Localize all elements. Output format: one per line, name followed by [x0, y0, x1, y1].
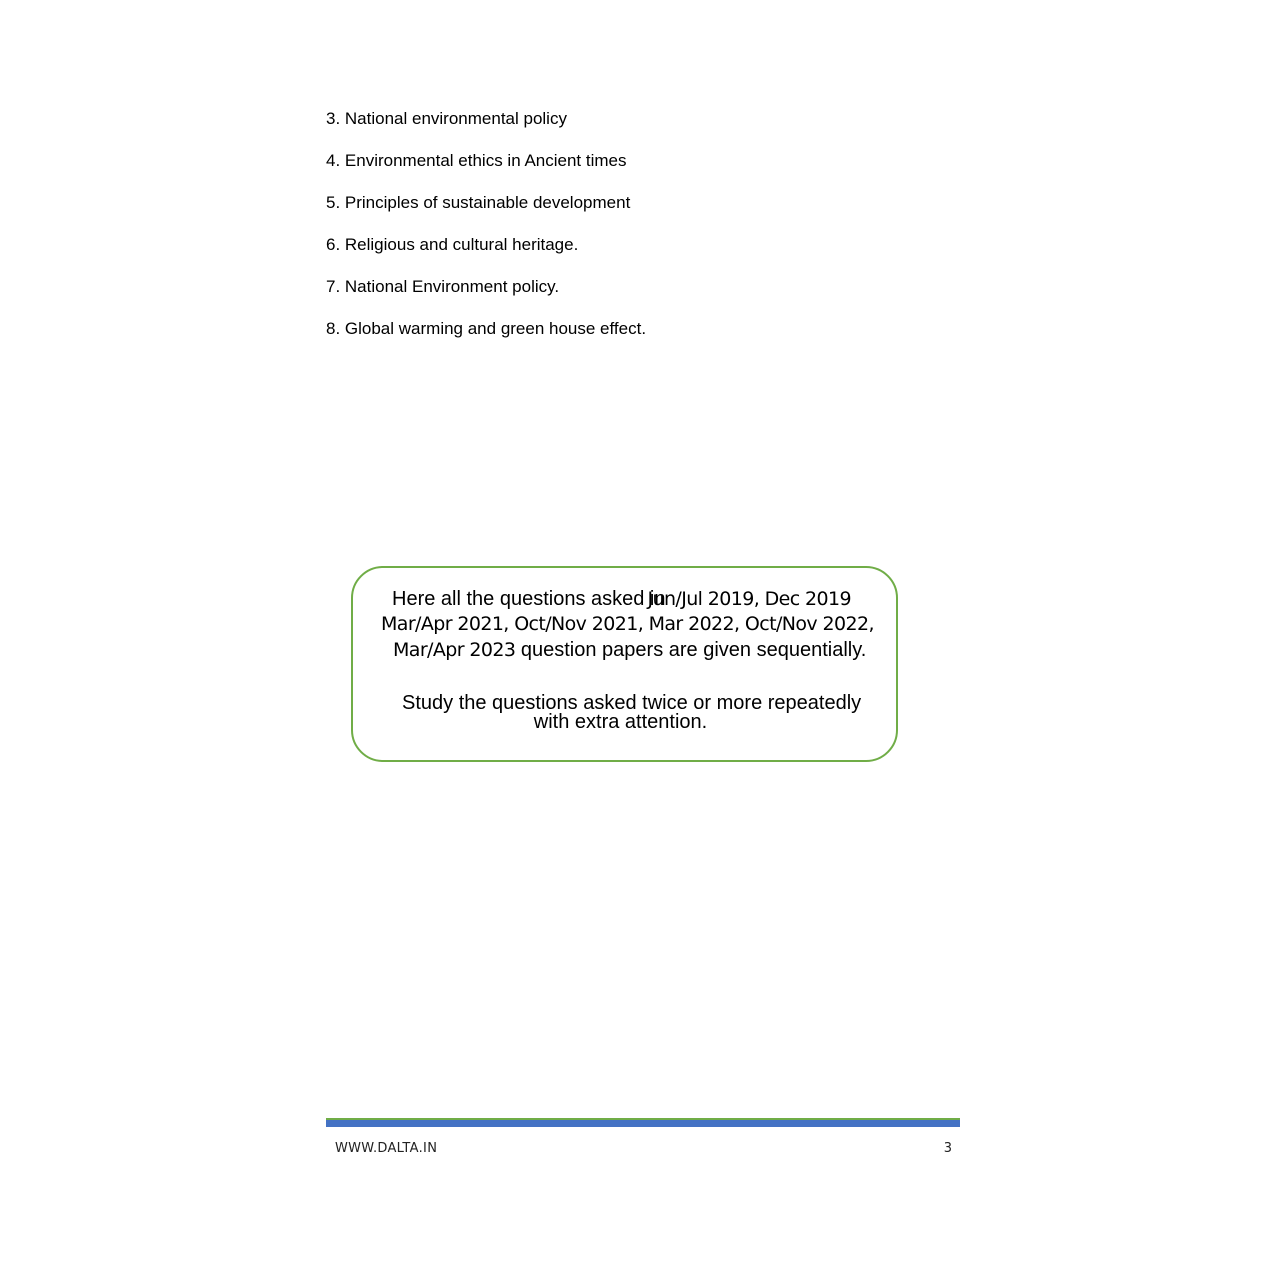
note-study-text: Study the questions asked twice or more repeatedly	[402, 692, 862, 714]
topic-item-3: 3. National environmental policy	[326, 109, 567, 128]
topic-item-7: 7. National Environment policy.	[326, 277, 560, 296]
topic-list	[326, 108, 646, 360]
question-papers-note-box	[351, 566, 898, 762]
topic-item-6: 6. Religious and cultural heritage.	[326, 235, 579, 254]
topic-item-5: 5. Principles of sustainable development	[326, 193, 631, 212]
note-line-5	[353, 710, 896, 734]
note-sequential-text: question papers are given sequentially.	[520, 639, 867, 661]
note-dates-2: Mar/Apr 2021, Oct/Nov 2021, Mar 2022, Oct/Nov 2022,	[381, 613, 874, 635]
note-dates-3: Mar/Apr 2023	[393, 639, 516, 661]
note-line-3	[393, 638, 866, 662]
topic-item-8: 8. Global warming and green house effect.	[326, 319, 647, 338]
topic-item-4: 4. Environmental ethics in Ancient times	[326, 151, 627, 170]
note-attention-text: with extra attention.	[533, 711, 708, 733]
footer-website: WWW.DALTA.IN	[335, 1141, 438, 1156]
note-intro-text: Here all the questions asked in	[392, 588, 666, 610]
footer-rule-blue	[326, 1120, 960, 1127]
note-line-1	[392, 587, 851, 611]
page-number: 3	[943, 1141, 952, 1156]
note-dates-1: Jun/Jul 2019, Dec 2019	[647, 588, 851, 610]
note-line-2	[381, 612, 874, 636]
